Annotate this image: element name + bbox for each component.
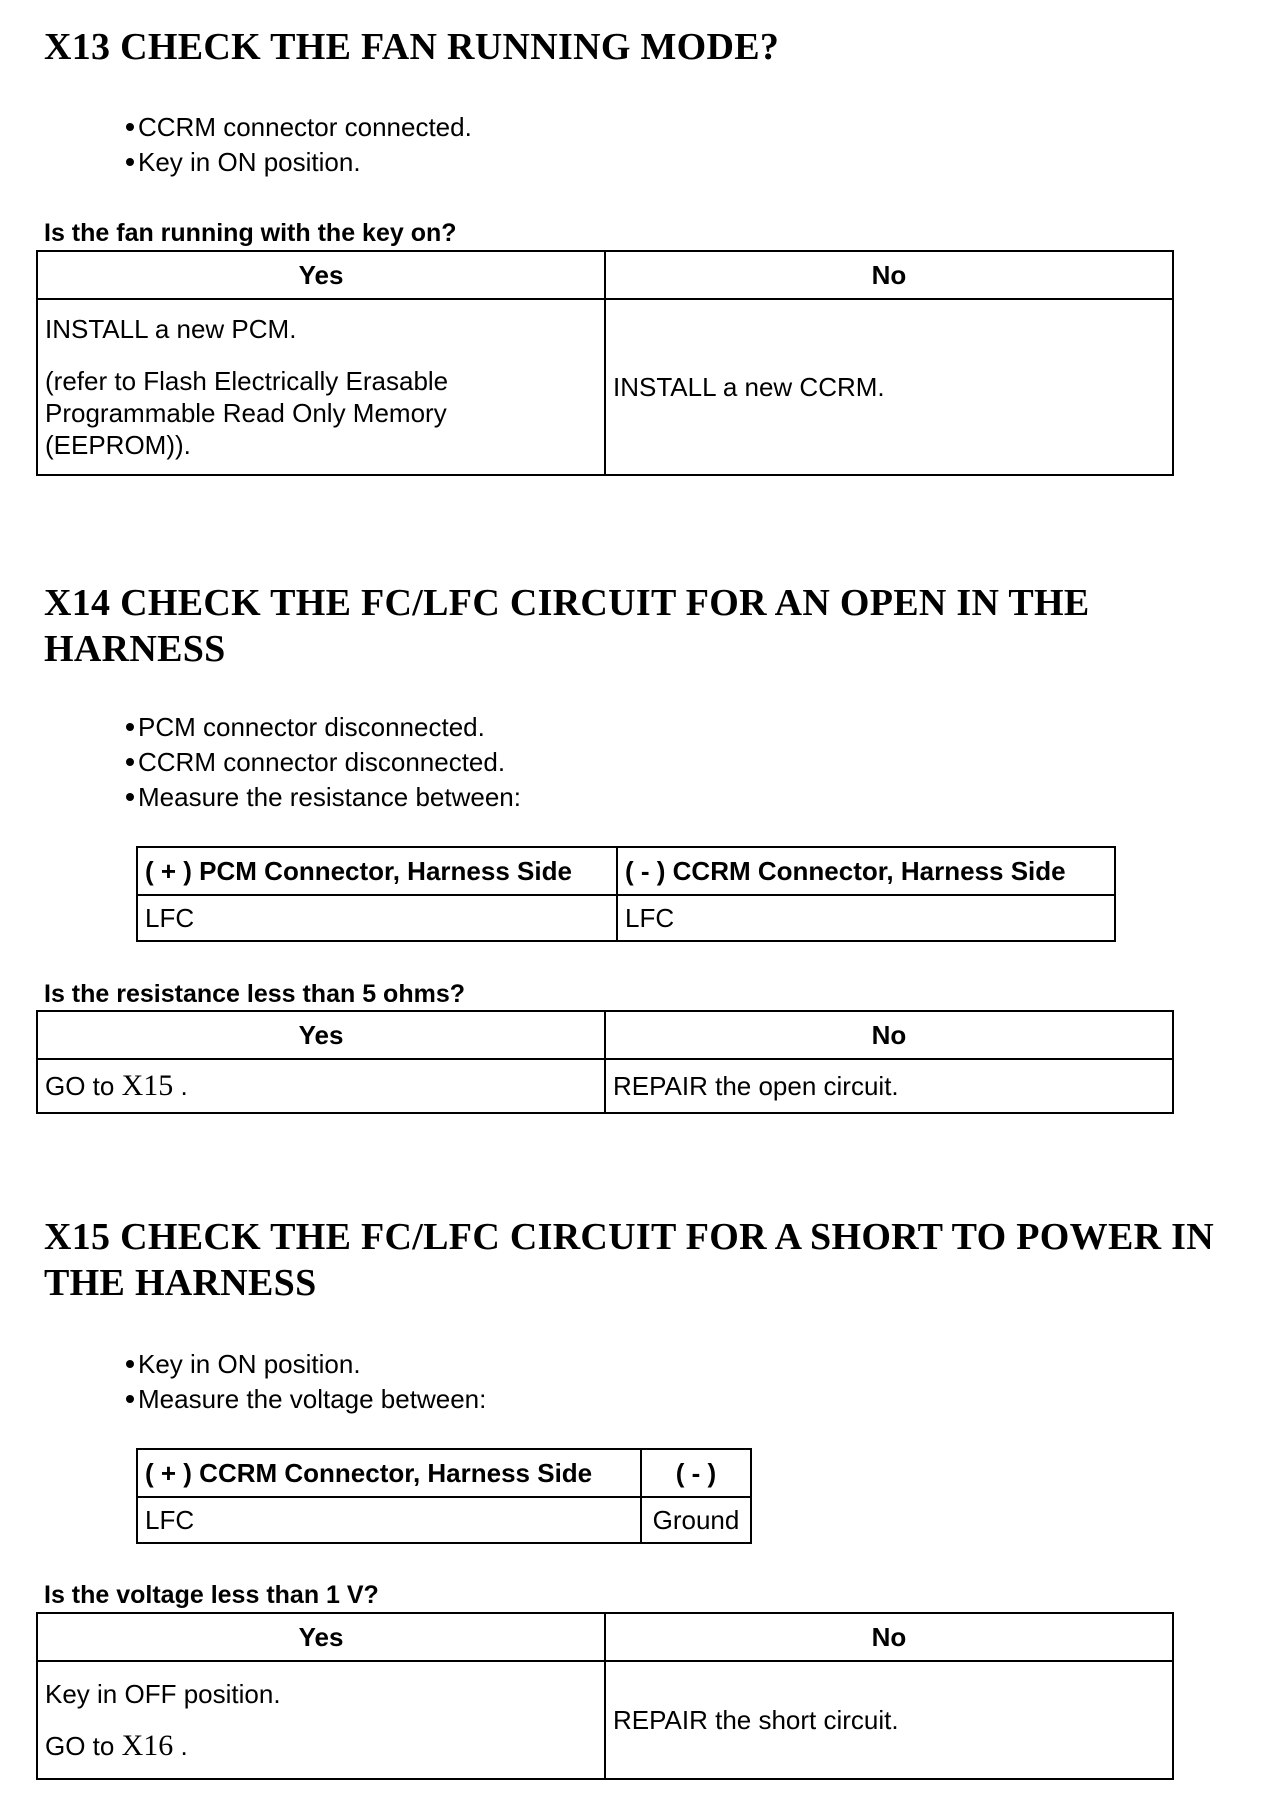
x14-question: Is the resistance less than 5 ohms? <box>44 980 465 1008</box>
table-row <box>137 1497 751 1543</box>
bullet-icon <box>126 793 134 801</box>
x13-title: X13 CHECK THE FAN RUNNING MODE? <box>44 26 780 68</box>
no-header: No <box>605 1011 1173 1059</box>
negative-lead-header: ( - ) CCRM Connector, Harness Side <box>617 847 1115 895</box>
table-row <box>137 847 1115 895</box>
x13-conditions <box>126 110 472 180</box>
list-item: Measure the resistance between: <box>126 780 521 815</box>
list-item: Key in ON position. <box>126 1347 486 1382</box>
x15-result-table <box>36 1612 1174 1780</box>
yes-cell: GO to X15 . <box>37 1059 605 1113</box>
bullet-icon <box>126 1360 134 1368</box>
x14-title: X14 CHECK THE FC/LFC CIRCUIT FOR AN OPEN IN THE HARNESS <box>44 582 1090 670</box>
table-row <box>37 1661 1173 1779</box>
table-row <box>137 895 1115 941</box>
list-item: Key in ON position. <box>126 145 472 180</box>
yes-header: Yes <box>37 251 605 299</box>
no-cell: REPAIR the open circuit. <box>605 1059 1173 1113</box>
yes-cell: Key in OFF position. GO to X16 . <box>37 1661 605 1779</box>
no-cell: INSTALL a new CCRM. <box>605 299 1173 475</box>
x14-measurement-table <box>136 846 1116 942</box>
x13-question: Is the fan running with the key on? <box>44 219 457 247</box>
bullet-icon <box>126 123 134 131</box>
no-header: No <box>605 1613 1173 1661</box>
list-item: CCRM connector disconnected. <box>126 745 521 780</box>
bullet-icon <box>126 758 134 766</box>
list-item: CCRM connector connected. <box>126 110 472 145</box>
no-cell: REPAIR the short circuit. <box>605 1661 1173 1779</box>
x15-title: X15 CHECK THE FC/LFC CIRCUIT FOR A SHORT TO POWER IN THE HARNESS <box>44 1216 1214 1304</box>
table-row <box>37 251 1173 299</box>
list-item: PCM connector disconnected. <box>126 710 521 745</box>
x16-link[interactable]: X16 <box>121 1729 174 1762</box>
positive-lead-header: ( + ) PCM Connector, Harness Side <box>137 847 617 895</box>
bullet-icon <box>126 723 134 731</box>
negative-lead-value: Ground <box>641 1497 751 1543</box>
bullet-icon <box>126 158 134 166</box>
positive-lead-header: ( + ) CCRM Connector, Harness Side <box>137 1449 641 1497</box>
yes-header: Yes <box>37 1011 605 1059</box>
x15-conditions <box>126 1347 486 1417</box>
table-row <box>37 1059 1173 1113</box>
list-item: Measure the voltage between: <box>126 1382 486 1417</box>
positive-lead-value: LFC <box>137 895 617 941</box>
x14-result-table <box>36 1010 1174 1114</box>
table-row <box>37 299 1173 475</box>
table-row <box>137 1449 751 1497</box>
yes-cell: INSTALL a new PCM. (refer to Flash Electrically Erasable Programmable Read Only Memory (EEPROM)). <box>37 299 605 475</box>
x13-result-table <box>36 250 1174 476</box>
x15-measurement-table <box>136 1448 752 1544</box>
x15-link[interactable]: X15 <box>121 1069 174 1102</box>
negative-lead-header: ( - ) <box>641 1449 751 1497</box>
table-row <box>37 1613 1173 1661</box>
no-header: No <box>605 251 1173 299</box>
x15-question: Is the voltage less than 1 V? <box>44 1581 379 1609</box>
bullet-icon <box>126 1395 134 1403</box>
negative-lead-value: LFC <box>617 895 1115 941</box>
table-row <box>37 1011 1173 1059</box>
x14-conditions <box>126 710 521 815</box>
positive-lead-value: LFC <box>137 1497 641 1543</box>
yes-header: Yes <box>37 1613 605 1661</box>
